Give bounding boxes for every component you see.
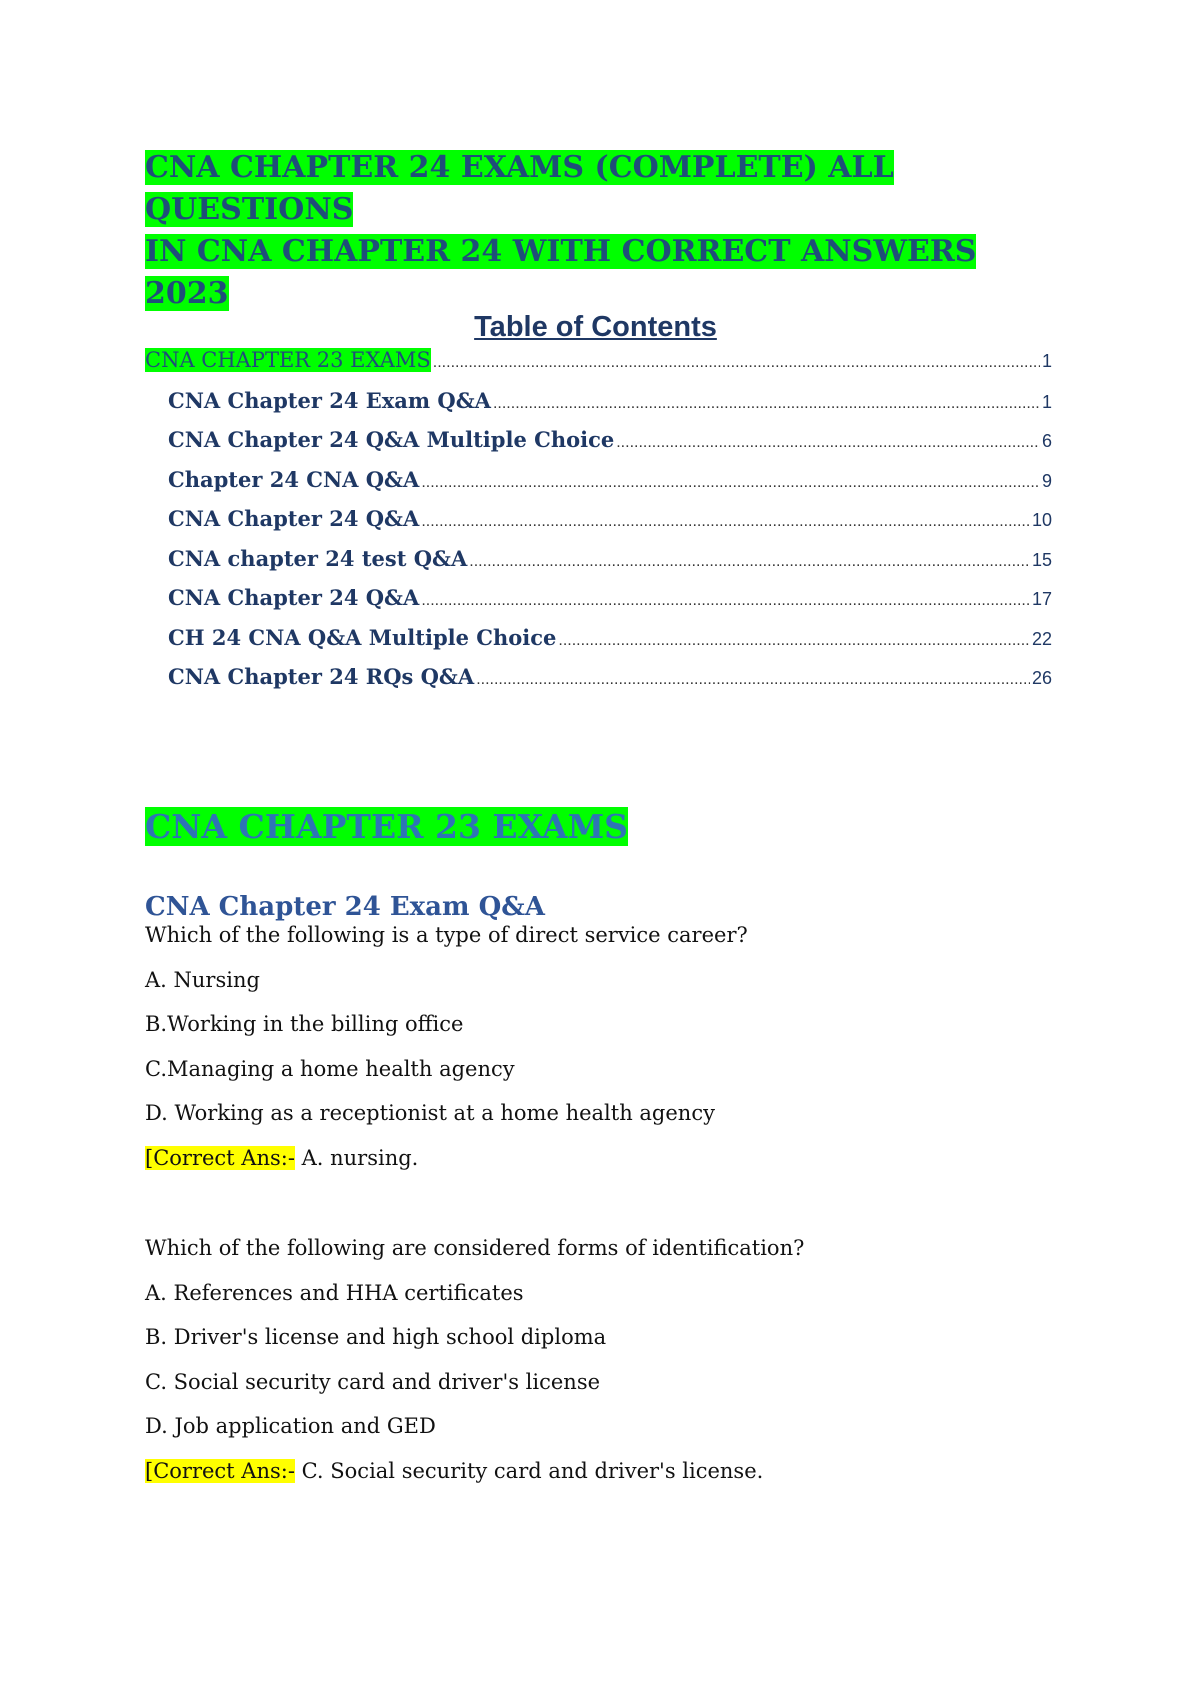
toc-page-number: 9	[1041, 470, 1052, 491]
toc-leader-dots	[469, 553, 1030, 571]
toc-page-number: 15	[1031, 549, 1052, 570]
toc-leader-dots	[421, 592, 1030, 610]
question-block-1	[145, 920, 1065, 1187]
toc-page-number: 6	[1041, 431, 1052, 451]
toc-entry-label: CNA Chapter 24 Q&A	[168, 585, 420, 610]
table-of-contents	[145, 348, 1052, 704]
correct-answer-prefix: [Correct Ans:-	[145, 1145, 295, 1170]
toc-entry-label: Chapter 24 CNA Q&A	[168, 466, 420, 492]
correct-answer	[145, 1143, 1065, 1188]
toc-entry-rqs-qa[interactable]	[145, 664, 1052, 704]
question-text: Which of the following are considered forms of identification?	[145, 1236, 805, 1260]
toc-page-number: 26	[1031, 668, 1052, 688]
toc-entry-cna-chapter-24-qa-2[interactable]	[145, 585, 1052, 625]
toc-leader-dots	[616, 434, 1040, 452]
section-heading	[145, 805, 628, 849]
toc-page-number: 1	[1041, 351, 1052, 371]
toc-entry-exam-qa[interactable]	[145, 388, 1052, 428]
sub-heading: CNA Chapter 24 Exam Q&A	[145, 892, 545, 922]
toc-leader-dots	[493, 395, 1040, 413]
toc-leader-dots	[558, 632, 1030, 650]
correct-answer-prefix: [Correct Ans:-	[145, 1458, 295, 1483]
toc-entry-cna-chapter-24-qa[interactable]	[145, 506, 1052, 546]
toc-entry-test-qa[interactable]	[145, 546, 1052, 586]
toc-leader-dots	[421, 474, 1040, 492]
toc-entry-chapter-23-exams[interactable]	[145, 348, 1052, 388]
option-d: D. Job application and GED	[145, 1414, 436, 1438]
toc-page-number: 22	[1031, 628, 1052, 649]
toc-entry-label: CNA Chapter 24 Q&A	[168, 506, 420, 531]
correct-answer-text: C. Social security card and driver's license.	[294, 1458, 764, 1483]
toc-entry-chapter-24-cna-qa[interactable]	[145, 467, 1052, 507]
title-line-1: CNA CHAPTER 24 EXAMS (COMPLETE) ALL QUESTIONS	[145, 150, 894, 227]
toc-entry-label: CNA chapter 24 test Q&A	[168, 545, 468, 571]
toc-entry-ch24-multiple-choice[interactable]	[145, 625, 1052, 665]
toc-page-number: 10	[1031, 510, 1052, 530]
toc-leader-dots	[421, 513, 1030, 531]
option-a: A. References and HHA certificates	[145, 1280, 524, 1305]
toc-leader-dots	[433, 354, 1040, 372]
option-a: A. Nursing	[145, 967, 260, 992]
section-heading-text: CNA CHAPTER 23 EXAMS	[145, 807, 628, 846]
option-b: B. Driver's license and high school diploma	[145, 1325, 607, 1349]
document-title	[145, 147, 1065, 315]
toc-page-number: 1	[1041, 391, 1052, 412]
question-text: Which of the following is a type of direct service career?	[145, 923, 748, 947]
correct-answer-text: A. nursing.	[294, 1145, 419, 1170]
toc-entry-label: CNA Chapter 24 RQs Q&A	[168, 664, 475, 689]
toc-entry-label: CNA Chapter 24 Q&A Multiple Choice	[168, 427, 615, 452]
option-c: C. Social security card and driver's license	[145, 1369, 601, 1394]
toc-page-number: 17	[1031, 589, 1052, 609]
option-c: C.Managing a home health agency	[145, 1056, 515, 1081]
toc-entry-label: CH 24 CNA Q&A Multiple Choice	[168, 624, 557, 650]
toc-entry-label: CNA CHAPTER 23 EXAMS	[145, 348, 431, 372]
option-b: B.Working in the billing office	[145, 1012, 464, 1036]
question-block-2	[145, 1233, 1065, 1500]
toc-heading: Table of Contents	[474, 311, 717, 343]
toc-entry-qa-multiple-choice[interactable]	[145, 427, 1052, 467]
title-line-2: IN CNA CHAPTER 24 WITH CORRECT ANSWERS 2023	[145, 234, 977, 311]
option-d: D. Working as a receptionist at a home health agency	[145, 1101, 715, 1125]
toc-entry-label: CNA Chapter 24 Exam Q&A	[168, 387, 491, 413]
correct-answer	[145, 1456, 1065, 1501]
toc-leader-dots	[476, 671, 1030, 689]
